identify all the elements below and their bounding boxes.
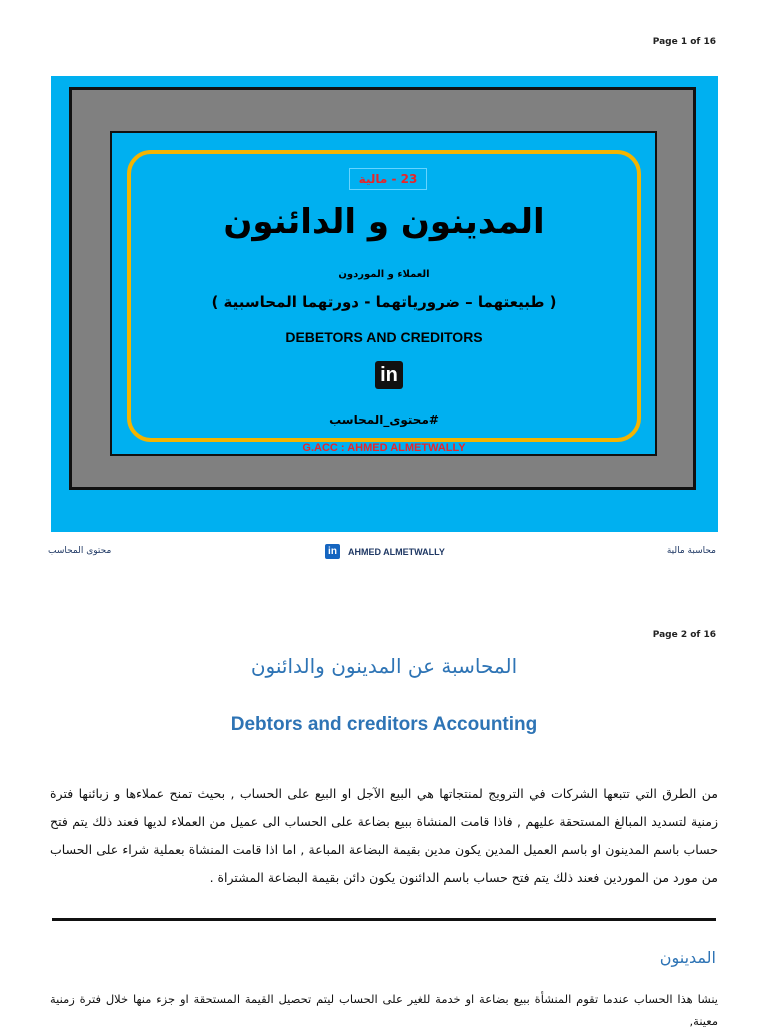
debtors-paragraph: ينشا هذا الحساب عندما تقوم المنشأة ببيع بضاعة او خدمة للغير على الحساب ليتم تحصيل القيمة المستحقة او جزء منها خلال فترة زمنية معينة, xyxy=(50,992,718,1028)
cover-english-title: DEBETORS AND CREDITORS xyxy=(285,329,483,345)
footer-author-block xyxy=(325,544,445,559)
english-heading: Debtors and creditors Accounting xyxy=(230,714,538,735)
debtors-heading: المدينون xyxy=(659,948,716,967)
cover-author: G.ACC : AHMED ALMETWALLY xyxy=(302,442,466,454)
section-divider xyxy=(52,918,716,921)
intro-paragraph: من الطرق التي تتبعها الشركات في الترويج لمنتجاتها هي البيع الآجل او البيع على الحساب , بحيث تمنح عملاءها و زبائنها فترة زمنية لتسديد المبالغ المستحقة عليهم , فاذا قامت المنشاة ببيع بضاعة على الحساب الى عميل من العملاء لديها فعند ذلك يتم فتح حساب باسم المدينون او باسم العميل المدين يكون مدين بقيمة البضاعة المباعة , اما اذا قامت المنشاة بعملية شراء على الحساب من مورد من الموردين فعند ذلك يتم فتح حساب باسم الدائنون يكون دائن بقيمة البضاعة المشتراة . xyxy=(50,786,718,885)
cover-inner-panel xyxy=(110,131,657,456)
footer-right-text: محاسبة مالية xyxy=(666,546,716,556)
arabic-heading: المحاسبة عن المدينون والدائنون xyxy=(250,654,518,678)
cover-title: المدينون و الدائنون xyxy=(223,202,545,242)
category-tag: 23 - مالية xyxy=(349,168,427,190)
footer-left-text: محتوى المحاسب xyxy=(48,546,112,556)
cover-gray-frame xyxy=(69,87,696,490)
cover-hashtag: #محتوى_المحاسب xyxy=(329,413,439,427)
cover-subtitle-detail: ( طبيعتهما – ضرورياتهما - دورتهما المحاسبية ) xyxy=(211,293,557,311)
linkedin-icon[interactable]: in xyxy=(375,361,403,389)
cover-banner xyxy=(51,76,718,532)
footer-linkedin-icon[interactable]: in xyxy=(325,544,340,559)
page-number-label: Page 1 of 16 xyxy=(652,37,716,47)
cover-title-box xyxy=(127,150,641,454)
footer-author-name: AHMED ALMETWALLY xyxy=(348,546,445,557)
page-footer xyxy=(0,546,768,566)
cover-subtitle: العملاء و الموردون xyxy=(338,269,430,280)
page-number-label-2: Page 2 of 16 xyxy=(652,630,716,640)
